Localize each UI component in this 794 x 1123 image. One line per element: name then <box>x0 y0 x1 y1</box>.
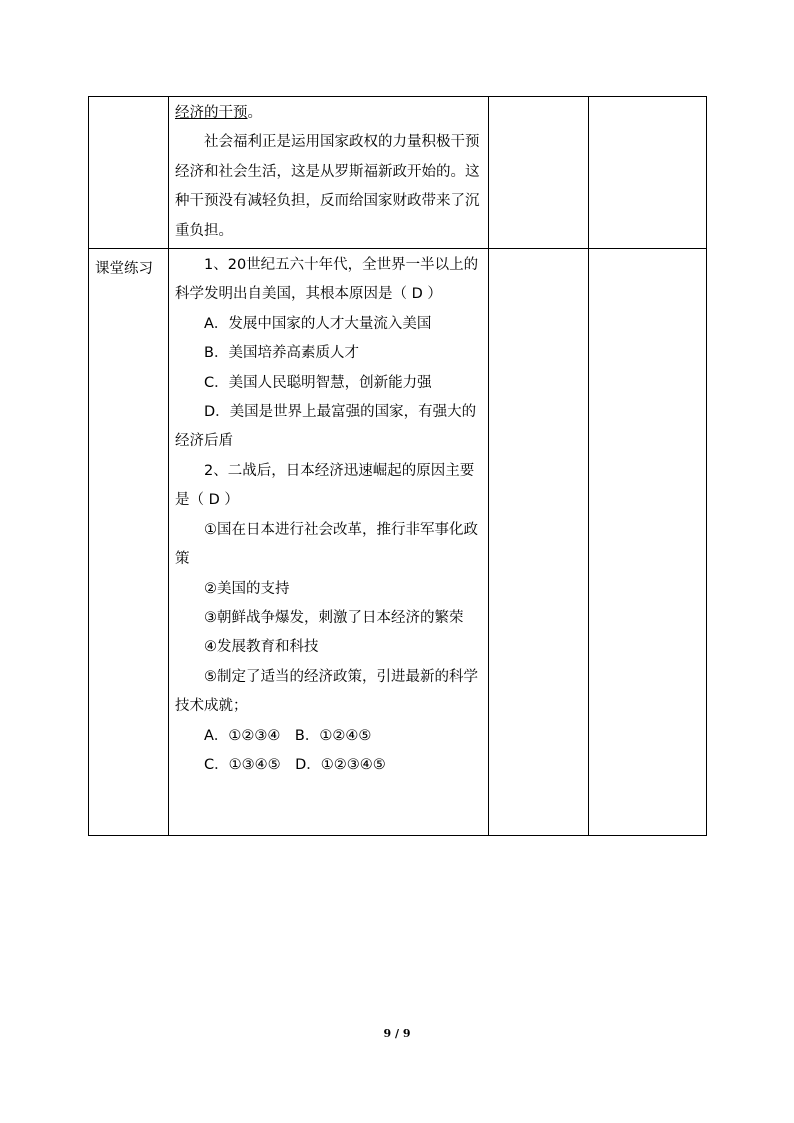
table-row <box>89 97 707 249</box>
text-tail: 。 <box>247 105 262 121</box>
underlined-answer: 经济的干预 <box>175 105 248 121</box>
question-2-choice: C．①③④⑤ D．①②③④⑤ <box>204 756 386 773</box>
question-2-item: ⑤制定了适当的经济政策，引进最新的科学技术成就； <box>175 668 478 715</box>
paragraph: 社会福利正是运用国家政权的力量积极干预经济和社会生活，这是从罗斯福新政开始的。这种干预没有减轻负担，反而给国家财政带来了沉重负担。 <box>175 134 480 239</box>
question-1-option: A．发展中国家的人才大量流入美国 <box>204 315 432 332</box>
empty-cell <box>589 97 707 249</box>
empty-cell <box>489 249 589 836</box>
question-1-stem: 1、20世纪五六十年代，全世界一半以上的科学发明出自美国，其根本原因是（ D ） <box>175 257 479 303</box>
row-label: 课堂练习 <box>95 261 153 278</box>
content-cell <box>169 249 489 836</box>
question-2-item: ②美国的支持 <box>204 580 290 597</box>
empty-cell <box>589 249 707 836</box>
question-2-item: ④发展教育和科技 <box>204 639 319 656</box>
question-2-choice: A．①②③④ B．①②④⑤ <box>204 727 372 744</box>
row-label-cell <box>89 97 169 249</box>
question-1-option: C．美国人民聪明智慧，创新能力强 <box>204 374 432 391</box>
question-2-item: ①国在日本进行社会改革，推行非军事化政策 <box>175 521 478 568</box>
question-1-option: D．美国是世界上最富强的国家，有强大的经济后盾 <box>175 404 477 450</box>
row-label-cell <box>89 249 169 836</box>
question-1-option: B．美国培养高素质人才 <box>204 345 359 362</box>
content-cell <box>169 97 489 249</box>
table-row <box>89 249 707 836</box>
text-line <box>175 99 480 128</box>
question-2-stem: 2、二战后，日本经济迅速崛起的原因主要是（ D ） <box>175 462 475 509</box>
empty-cell <box>489 97 589 249</box>
lesson-table <box>88 96 707 836</box>
page-number: 9 / 9 <box>383 1027 411 1040</box>
question-2-item: ③朝鲜战争爆发，刺激了日本经济的繁荣 <box>204 609 464 626</box>
